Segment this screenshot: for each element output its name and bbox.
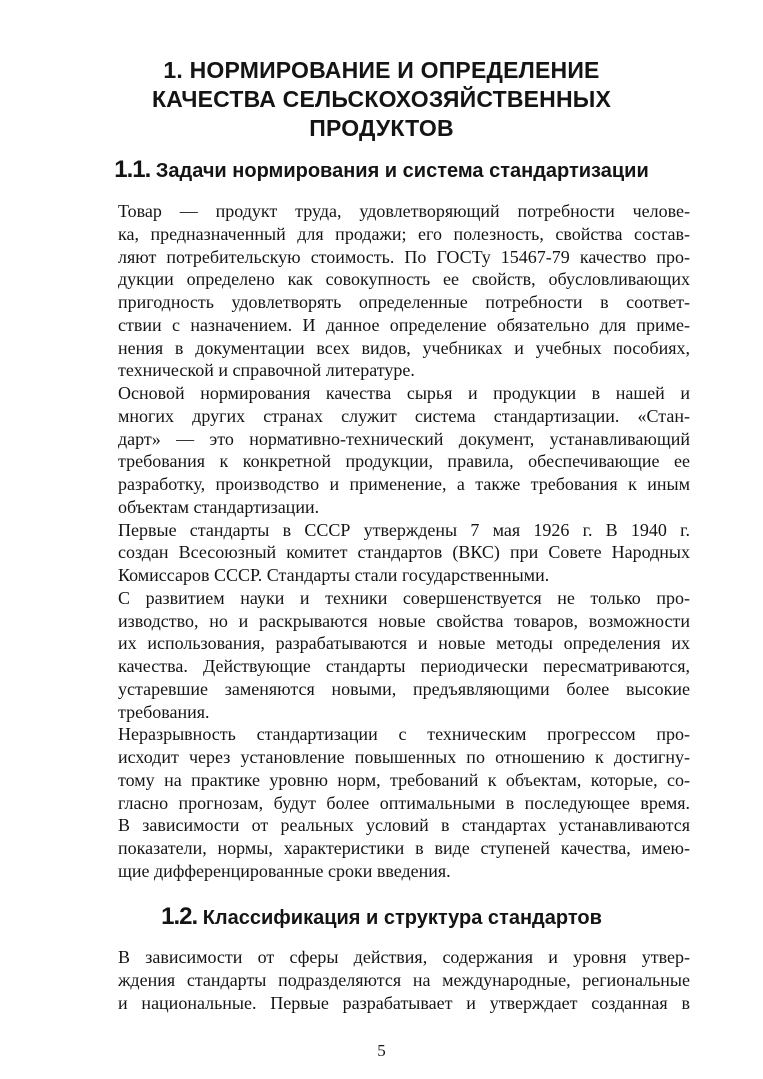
text-line: объектам стандартизации.: [118, 496, 320, 517]
section-number: 1.2.: [161, 903, 198, 930]
section-title-text: Классификация и структура стандартов: [202, 907, 602, 929]
text-line: ждения стандарты подразделяются на международные, региональные: [118, 969, 690, 990]
section-body: [73, 200, 690, 883]
text-line: гласно прогнозам, будут более оптимальными в последующее время.: [118, 792, 690, 813]
text-line: ляют потребительскую стоимость. По ГОСТу 15467-79 качество про-: [118, 246, 690, 267]
text-line: показатели, нормы, характеристики в виде ступеней качества, имею-: [118, 838, 690, 858]
text-line: исходит через установление повышенных по отношению к достигну-: [118, 747, 690, 767]
chapter-title-line: 1. НОРМИРОВАНИЕ И ОПРЕДЕЛЕНИЕ: [163, 57, 600, 83]
paragraph: [73, 519, 690, 587]
chapter-title: [73, 56, 690, 143]
text-line: многих других странах служит система стандартизации. «Стан-: [118, 405, 690, 426]
text-line: В зависимости от реальных условий в стандартах устанавливаются: [118, 815, 690, 836]
text-line: В зависимости от сферы действия, содержания и уровня утвер-: [118, 947, 690, 967]
text-line: Комиссаров СССР. Стандарты стали государственными.: [118, 565, 550, 585]
text-line: С развитием науки и техники совершенствуется не только про-: [118, 587, 690, 608]
document-page: [73, 0, 690, 1079]
text-line: дарт» — это нормативно-технический документ, устанавливающий: [118, 428, 690, 449]
section-title-text: Задачи нормирования и система стандартизации: [155, 160, 649, 182]
text-line: пригодность удовлетворять определенные потребности в соответ-: [118, 292, 690, 312]
text-line: Основой нормирования качества сырья и продукции в нашей и: [118, 383, 690, 403]
text-line: и национальные. Первые разрабатывает и утверждает созданная в: [118, 992, 690, 1013]
chapter-title-line: ПРОДУКТОВ: [309, 115, 454, 141]
text-line: требования к конкретной продукции, правила, обеспечивающие ее: [118, 451, 690, 472]
text-line: их использования, разрабатываются и новые методы определения их: [118, 633, 690, 654]
text-line: дукции определено как совокупность ее свойств, обусловливающих: [118, 269, 690, 290]
text-line: создан Всесоюзный комитет стандартов (ВКС) при Совете Народных: [118, 542, 690, 563]
text-line: ка, предназначенный для продажи; его полезность, свойства состав-: [118, 223, 690, 244]
text-line: нения в документации всех видов, учебниках и учебных пособиях,: [118, 337, 690, 358]
text-line: тому на практике уровню норм, требований к объектам, которые, со-: [118, 769, 690, 790]
text-line: качества. Действующие стандарты периодически пересматриваются,: [118, 656, 690, 676]
text-line: устаревшие заменяются новыми, предъявляющими более высокие: [118, 678, 690, 699]
paragraph: [73, 382, 690, 519]
paragraph: [73, 946, 690, 1014]
section-heading: [73, 158, 690, 183]
text-line: требования.: [118, 701, 210, 722]
text-line: технической и справочной литературе.: [118, 360, 415, 381]
paragraph: [73, 200, 690, 382]
text-line: Первые стандарты в СССР утверждены 7 мая 1926 г. В 1940 г.: [118, 519, 690, 540]
paragraph: [73, 723, 690, 882]
section-body: [73, 946, 690, 1014]
text-line: Неразрывность стандартизации с техническим прогрессом про-: [118, 724, 690, 745]
chapter-title-line: КАЧЕСТВА СЕЛЬСКОХОЗЯЙСТВЕННЫХ: [151, 86, 612, 112]
paragraph: [73, 587, 690, 724]
text-line: ствии с назначением. И данное определение обязательно для приме-: [118, 314, 690, 335]
section-number: 1.1.: [114, 156, 151, 183]
text-line: щие дифференцированные сроки введения.: [118, 860, 451, 881]
text-line: изводство, но и раскрываются новые свойства товаров, возможности: [118, 610, 690, 631]
text-line: разработку, производство и применение, а также требования к иным: [118, 474, 690, 494]
section-heading: [73, 905, 690, 930]
text-line: Товар — продукт труда, удовлетворяющий потребности челове-: [118, 201, 690, 221]
page-number: 5: [377, 1041, 386, 1060]
